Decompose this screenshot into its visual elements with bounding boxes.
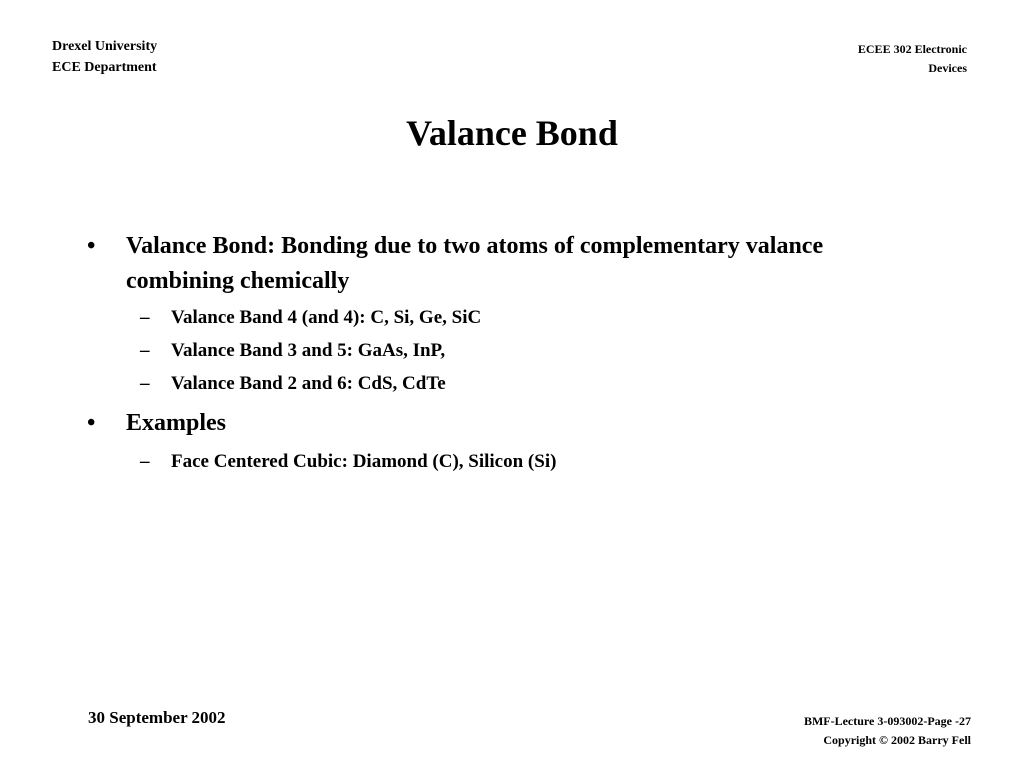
- bullet-marker: •: [87, 233, 96, 259]
- sub-bullet-text: Valance Band 2 and 6: CdS, CdTe: [171, 373, 446, 394]
- sub-bullet-item: [0, 445, 1024, 478]
- header-institution: [52, 36, 157, 78]
- footer-copyright: Copyright © 2002 Barry Fell: [823, 733, 971, 747]
- sub-bullet-text: Valance Band 4 (and 4): C, Si, Ge, SiC: [171, 307, 482, 328]
- sub-bullet-text: Valance Band 3 and 5: GaAs, InP,: [171, 340, 446, 361]
- sub-bullet-item: [0, 367, 1024, 400]
- sub-bullet-marker: –: [140, 307, 150, 328]
- course-title-line1: ECEE 302 Electronic: [857, 42, 967, 56]
- institution-name: Drexel University: [52, 39, 158, 54]
- bullet-item: [0, 406, 871, 441]
- sub-bullet-marker: –: [140, 340, 150, 361]
- slide-title: Valance Bond: [406, 113, 618, 153]
- bullet-text: Examples: [126, 410, 227, 436]
- course-title-line2: Devices: [928, 61, 967, 75]
- header-course: [858, 40, 967, 78]
- department-name: ECE Department: [52, 60, 157, 75]
- bullet-marker: •: [87, 410, 96, 436]
- sub-bullet-marker: –: [140, 451, 150, 472]
- bullet-text: Valance Bond: Bonding due to two atoms of complementary valance combining chemically: [126, 233, 824, 294]
- bullet-item: [0, 229, 871, 299]
- sub-bullet-text: Face Centered Cubic: Diamond (C), Silicon (Si): [171, 451, 557, 472]
- footer-credits: [804, 712, 971, 750]
- sub-bullet-item: [0, 301, 1024, 334]
- footer-date: 30 September 2002: [88, 708, 226, 727]
- footer-page-reference: BMF-Lecture 3-093002-Page -27: [803, 714, 971, 728]
- slide-body: [0, 229, 1024, 478]
- sub-bullet-marker: –: [140, 373, 150, 394]
- sub-bullet-item: [0, 334, 1024, 367]
